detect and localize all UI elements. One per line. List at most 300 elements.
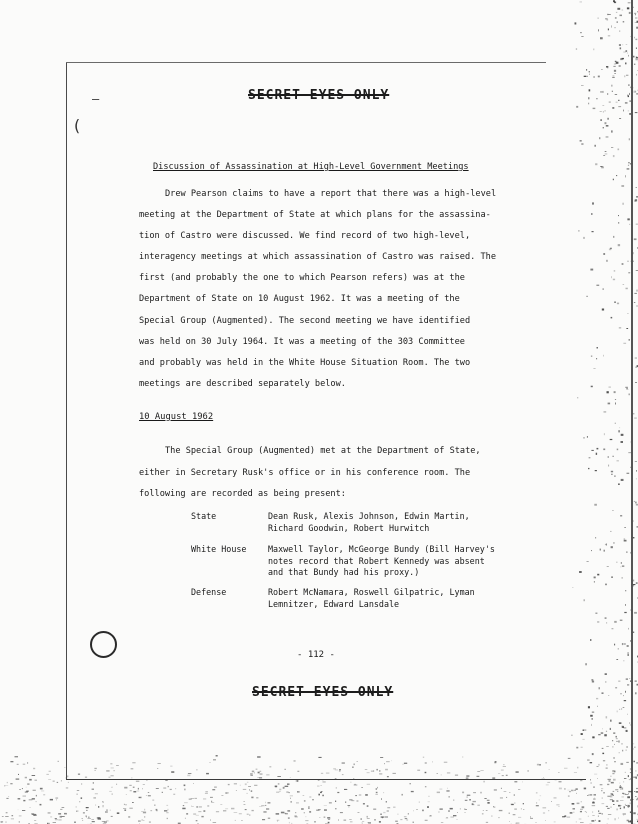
scan-speck [55,798,58,799]
scan-speck [606,622,607,624]
scan-speck [598,810,599,812]
scan-speck [618,681,620,682]
scan-speck [554,797,557,798]
scan-speck [608,819,609,820]
attendee-line: Maxwell Taylor, McGeorge Bundy (Bill Harvey's [268,544,495,554]
scan-speck [466,775,469,777]
scan-speck [589,71,590,72]
scan-speck [5,821,6,822]
scan-speck [623,110,624,112]
scan-speck [588,816,589,817]
scan-speck [619,327,621,329]
scan-speck [266,775,269,776]
scan-speck [607,391,609,393]
scan-speck [623,343,626,344]
scan-speck [633,584,636,585]
scan-speck [171,771,174,773]
scan-speck [609,781,611,782]
scan-speck [607,784,609,785]
scan-speck [591,386,593,388]
scan-speck [614,391,616,393]
scan-speck [379,773,382,774]
scan-speck [589,89,591,91]
scan-speck [34,820,36,821]
scan-speck [623,44,624,45]
scan-speck [543,813,545,814]
scan-speck [10,783,12,784]
scan-speck [628,55,629,57]
scan-speck [112,794,113,795]
scan-speck [413,810,414,811]
scan-speck [441,823,443,824]
scan-speck [591,356,592,357]
scan-speck [558,772,559,773]
section-heading: 10 August 1962 [139,412,214,422]
scan-speck [612,628,614,629]
scan-speck [584,76,586,77]
scan-speck [540,796,542,797]
scan-speck [594,49,595,51]
scan-speck [594,504,597,506]
scan-speck [593,802,594,803]
scan-speck [449,796,450,797]
scan-speck [29,779,32,781]
scan-speck [216,755,218,757]
scan-speck [381,798,382,800]
scan-speck [308,806,309,807]
scan-speck [144,817,145,818]
scan-speck [636,187,637,188]
scan-speck [629,138,630,140]
scan-speck [339,769,341,770]
scan-speck [626,551,627,553]
scan-speck [131,768,134,769]
scan-speck [355,795,357,796]
scan-speck [628,628,629,630]
scan-speck [608,36,610,37]
scan-speck [593,108,596,109]
scan-speck [382,817,383,819]
scan-speck [618,430,620,432]
scan-speck [613,179,614,181]
scan-speck [117,812,120,814]
scan-speck [329,802,332,803]
scan-speck [18,774,19,775]
scan-speck [105,811,108,812]
scan-speck [113,770,115,771]
scan-speck [636,479,637,480]
page-frame-bottom [66,779,586,780]
scan-speck [187,775,190,777]
scan-speck [605,151,607,152]
scan-speck [586,663,587,665]
scan-speck [266,808,269,809]
scan-speck [612,770,614,771]
scan-speck [380,757,383,758]
scan-speck [628,793,629,794]
scan-speck [580,140,582,142]
scan-speck [64,813,67,815]
scan-speck [228,784,230,785]
punch-hole-circle [90,631,117,658]
scan-speck [129,808,132,809]
scan-speck [303,795,305,796]
scan-speck [602,309,604,311]
scan-speck [600,37,603,39]
scan-speck [581,801,582,802]
scan-speck [395,821,398,822]
scan-speck [600,111,602,112]
scan-speck [167,818,168,819]
scan-speck [22,788,23,789]
scan-speck [167,809,168,811]
scan-speck [247,782,249,783]
scan-speck [387,811,389,812]
scan-speck [244,804,246,805]
scan-speck [61,780,62,782]
scan-speck [590,269,593,271]
scan-speck [483,781,484,783]
scan-speck [611,807,612,808]
scan-speck [386,762,390,763]
scan-speck [335,801,336,802]
scan-speck [376,792,378,793]
scan-speck [46,774,49,775]
scan-speck [554,822,556,823]
scan-speck [576,793,577,794]
scan-speck [404,763,407,764]
scan-speck [572,803,575,805]
scan-speck [384,816,388,817]
scan-speck [498,773,500,774]
scan-speck [621,567,622,568]
scan-speck [196,820,198,821]
scan-speck [231,808,234,810]
scan-speck [503,765,505,766]
scan-speck [321,773,323,774]
scan-speck [603,449,605,451]
scan-speck [62,816,65,817]
scan-speck [472,803,474,804]
attendee-line: Richard Goodwin, Robert Hurwitch [268,522,430,533]
scan-speck [567,790,569,791]
scan-speck [25,777,27,779]
scan-speck [637,290,638,292]
scan-speck [82,818,83,819]
scan-speck [603,112,604,113]
scan-speck [265,805,266,806]
scan-speck [201,816,203,817]
scan-speck [558,806,559,807]
scan-speck [252,771,254,773]
scan-speck [81,797,83,799]
scan-speck [581,36,583,37]
scan-speck [504,791,507,792]
scan-speck [618,222,619,224]
scan-speck [611,276,612,278]
scan-speck [308,807,310,809]
scan-speck [627,218,629,220]
scan-speck [212,789,215,790]
scan-speck [619,66,621,67]
scan-speck [598,816,599,817]
scan-speck [184,789,185,791]
scan-speck [150,811,152,812]
scan-speck [626,805,628,806]
scan-speck [184,785,186,787]
scan-speck [625,102,628,104]
scan-speck [173,794,175,795]
scan-speck [612,91,613,92]
scan-speck [627,654,629,655]
scan-speck [580,809,583,810]
scan-speck [597,574,599,576]
scan-speck [625,387,628,388]
scan-speck [634,13,636,14]
scan-speck [635,461,637,462]
scan-speck [256,797,258,799]
scan-speck [205,793,208,794]
scan-speck [628,165,629,166]
scan-speck [344,820,347,821]
scan-speck [483,810,484,811]
scan-speck [612,85,613,87]
scan-speck [599,137,600,139]
scan-speck [636,48,637,49]
scan-speck [612,77,615,78]
scan-speck [32,775,35,776]
scan-speck [539,764,541,766]
scan-speck [349,819,352,820]
scan-speck [6,812,8,813]
scan-speck [603,288,604,290]
scan-speck [462,792,464,794]
scan-speck [116,765,119,766]
scan-speck [530,818,533,819]
scan-speck [196,815,199,816]
scan-speck [281,812,285,814]
scan-speck [501,788,502,789]
scan-speck [620,808,621,809]
scan-speck [291,801,292,802]
scan-speck [55,818,57,819]
paragraph-line: meetings are described separately below. [139,378,346,389]
classification-marking-bottom: SECRET EYES ONLY [252,685,394,700]
scan-speck [612,773,614,774]
scan-speck [578,767,579,769]
scan-speck [206,773,209,774]
scan-speck [629,12,631,14]
scan-speck [33,768,35,769]
scan-speck [256,769,258,770]
scan-speck [138,788,139,790]
page-frame-left [66,62,67,780]
scan-speck [12,815,14,816]
scan-speck [297,780,298,782]
scan-speck [210,797,213,798]
scan-speck [6,798,8,799]
scan-speck [609,387,611,388]
scan-speck [106,821,108,822]
scan-speck [622,643,623,645]
scan-speck [328,819,330,820]
scan-speck [92,821,95,822]
scan-speck [196,769,197,770]
scan-speck [618,106,621,107]
scan-speck [275,786,277,788]
scan-speck [362,821,364,822]
scan-speck [250,775,253,776]
scan-speck [625,75,626,77]
scan-speck [576,48,577,50]
scan-speck [367,805,369,806]
scan-speck [588,97,589,99]
scan-speck [290,798,291,799]
scan-speck [613,279,615,281]
scan-speck [247,793,248,794]
scan-speck [608,456,609,458]
scan-speck [559,781,562,782]
scan-speck [387,807,390,808]
scan-speck [564,815,566,817]
scan-speck [596,453,597,455]
scan-speck [457,812,458,813]
scan-speck [613,155,615,157]
scan-speck [588,103,589,105]
scan-speck [584,599,585,601]
scan-speck [4,785,5,787]
scan-speck [357,761,358,762]
paragraph-line: The Special Group (Augmented) met at the Department of State, [165,446,481,456]
scan-speck [416,809,418,810]
scan-speck [597,448,599,450]
scan-speck [548,810,549,811]
scan-speck [268,818,270,819]
scan-speck [594,794,597,795]
scan-speck [584,788,586,790]
scan-speck [626,44,628,45]
scan-speck [318,794,320,796]
scan-speck [628,272,630,273]
scan-speck [460,808,461,809]
scan-speck [536,822,537,823]
scan-speck [577,398,578,399]
scan-speck [295,812,296,813]
scan-speck [123,808,126,809]
scan-speck [375,819,376,821]
scan-speck [622,263,624,265]
scan-speck [587,795,588,796]
scan-speck [85,777,87,778]
scan-speck [472,804,475,805]
scan-speck [48,813,51,814]
paragraph-line: following are recorded as being present: [139,489,346,499]
scan-speck [277,776,281,777]
scan-speck [25,792,28,793]
scan-speck [599,813,602,814]
scan-speck [43,795,45,796]
scan-speck [624,660,625,661]
scan-speck [446,790,449,792]
scan-speck [591,550,592,551]
scan-speck [439,789,442,790]
scan-speck [216,811,219,812]
scan-speck [106,770,109,772]
scan-speck [591,213,592,215]
scan-speck [608,29,609,31]
scan-speck [514,809,517,810]
scan-speck [380,814,382,815]
scan-speck [207,805,209,806]
scan-speck [239,813,242,814]
scan-speck [143,820,145,821]
page-number: - 112 - [297,650,335,660]
scan-speck [626,288,628,290]
scan-speck [614,64,616,65]
scan-speck [501,770,504,771]
scan-speck [411,791,414,792]
scan-speck [362,822,363,824]
scan-speck [35,780,38,781]
paragraph-line: Department of State on 10 August 1962. It was a meeting of the [139,294,460,305]
scan-speck [616,102,618,103]
scan-speck [199,806,202,807]
scan-speck [235,820,236,821]
scan-speck [619,428,620,429]
scan-speck [621,805,622,806]
scan-speck [86,810,88,811]
scan-speck [494,762,496,764]
scan-speck [486,822,488,823]
scan-speck [601,788,603,789]
scan-speck [628,313,629,314]
scan-speck [294,815,296,817]
scan-speck [618,817,619,819]
attendee-department: Defense [191,587,227,597]
scan-speck [95,793,98,794]
scan-speck [102,806,103,807]
scan-speck [595,613,597,614]
scan-speck [251,797,253,799]
scan-speck [93,782,94,783]
scan-speck [76,807,77,808]
scan-speck [103,805,104,806]
scan-speck [245,809,247,810]
scan-speck [636,583,638,584]
scan-speck [625,63,627,65]
attendee-row-state [191,511,521,535]
scan-speck [628,95,629,97]
scan-speck [18,810,19,811]
scan-speck [317,786,320,787]
scan-speck [244,801,245,802]
scan-speck [595,537,596,539]
scan-speck [603,355,604,357]
scan-speck [318,757,321,758]
scan-speck [620,620,623,621]
scan-speck [305,820,308,821]
scan-speck [543,808,547,809]
scan-speck [428,796,429,797]
scan-speck [447,773,450,774]
scan-speck [88,818,91,819]
scan-speck [243,789,246,790]
scan-speck [406,819,408,820]
scan-speck [371,771,373,772]
scan-speck [438,812,439,813]
scan-speck [612,510,613,511]
scan-speck [623,21,625,23]
